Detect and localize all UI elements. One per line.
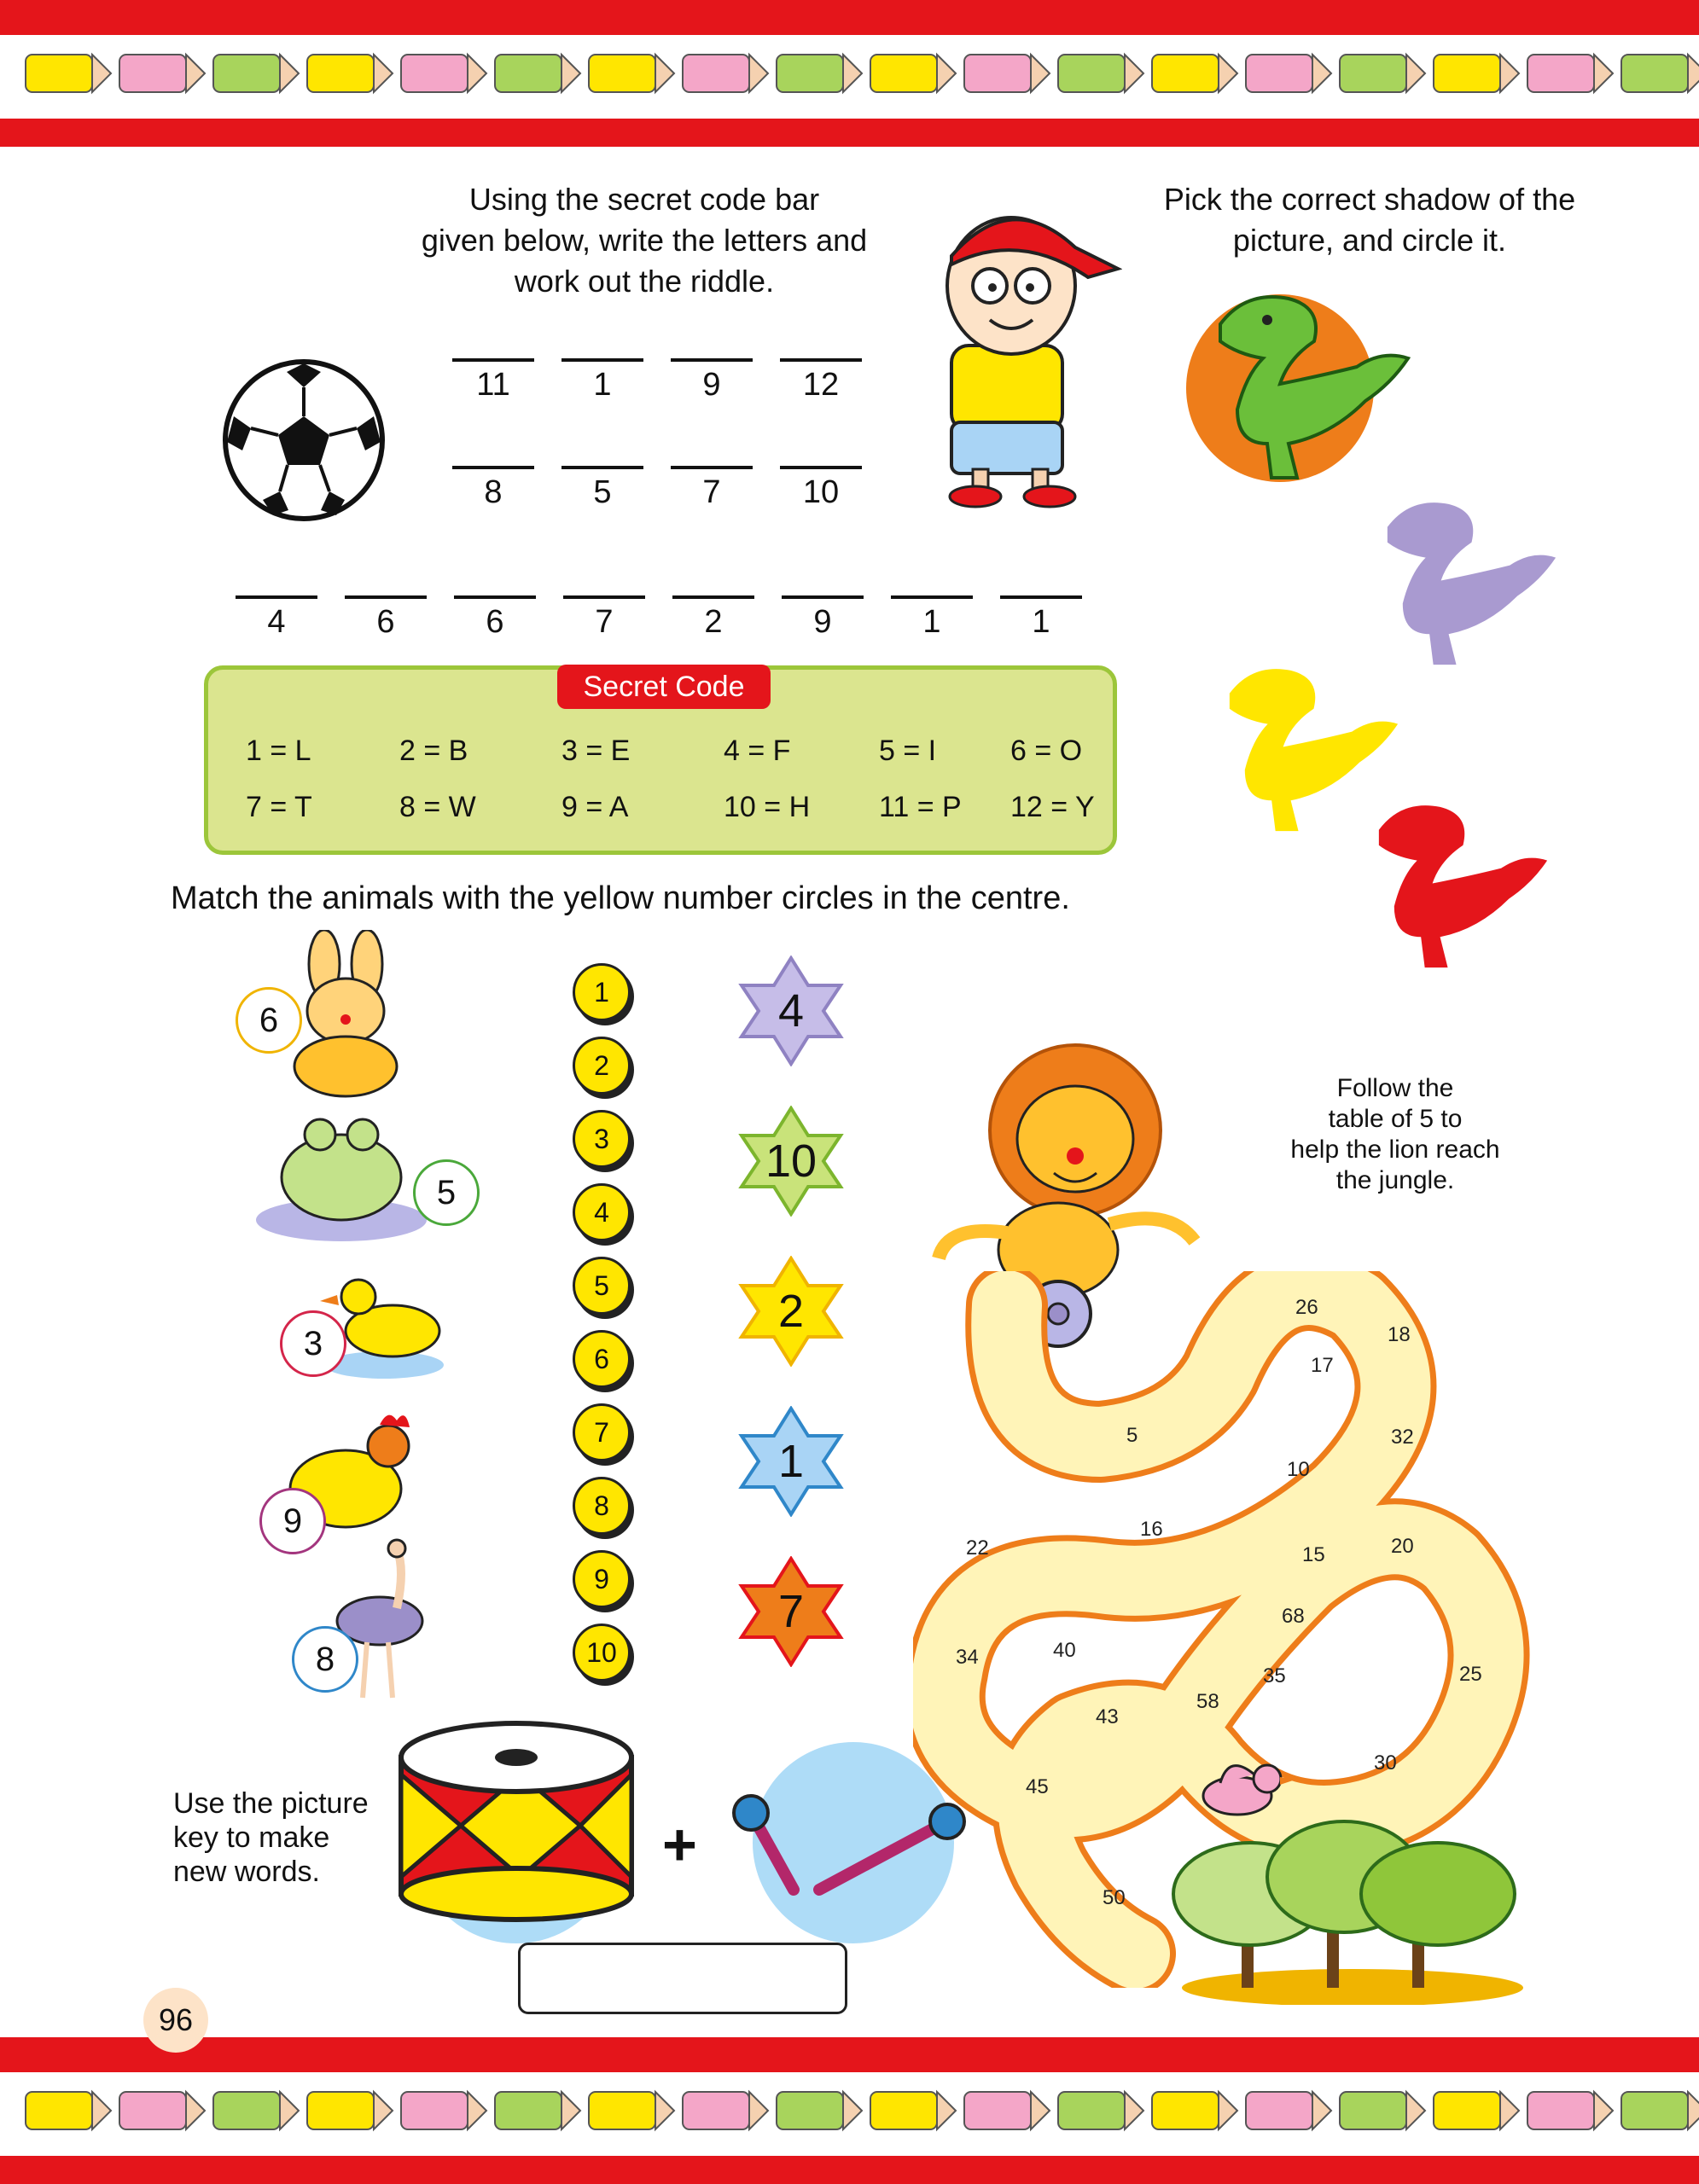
code-item: 4 = F: [724, 735, 791, 767]
instruction-line: work out the riddle.: [514, 264, 775, 299]
pencil-icon: [1058, 55, 1143, 92]
star-number: 1: [777, 1436, 805, 1487]
maze-number: 16: [1140, 1518, 1163, 1541]
drum-picture: [380, 1706, 653, 1945]
maze-number: 18: [1388, 1323, 1411, 1346]
animal-number-rabbit: 6: [236, 987, 302, 1054]
pencil-icon: [964, 55, 1050, 92]
yellow-number-circle[interactable]: 7: [573, 1403, 631, 1461]
jungle-trees-icon: [1156, 1817, 1540, 2005]
dragon-picture: [1186, 273, 1434, 503]
maze-instruction: [1246, 1073, 1545, 1196]
maze-number: 15: [1302, 1543, 1325, 1566]
riddle-blank[interactable]: 11: [452, 358, 534, 404]
yellow-number-circle[interactable]: 8: [573, 1477, 631, 1535]
yellow-number-circle[interactable]: 5: [573, 1257, 631, 1315]
pencil-icon: [119, 55, 205, 92]
riddle-blank[interactable]: 7: [563, 595, 645, 641]
code-item: 6 = O: [1010, 735, 1083, 767]
pencil-icon: [777, 2092, 862, 2129]
secret-code-instruction: [375, 179, 913, 302]
instruction-line: Pick the correct shadow of the: [1163, 182, 1576, 217]
plus-sign: +: [662, 1811, 697, 1878]
code-item: 7 = T: [246, 791, 312, 823]
pencil-icon: [1434, 2092, 1519, 2129]
pencil-icon: [1152, 2092, 1237, 2129]
bottom-border: [0, 2037, 1699, 2184]
instruction-line: Using the secret code bar: [468, 182, 820, 217]
riddle-blank[interactable]: 12: [780, 358, 862, 404]
riddle-blank[interactable]: 8: [452, 466, 534, 511]
yellow-number-circle[interactable]: 2: [573, 1037, 631, 1095]
instruction-line: key to make: [173, 1821, 330, 1854]
maze-number: 5: [1126, 1424, 1138, 1447]
pencil-icon: [777, 55, 862, 92]
maze-number: 40: [1053, 1639, 1076, 1662]
pencil-icon: [1527, 55, 1613, 92]
instruction-line: given below, write the letters and: [421, 223, 868, 258]
code-item: 12 = Y: [1010, 791, 1095, 823]
pencil-icon: [119, 2092, 205, 2129]
page-number: 96: [143, 1988, 208, 2053]
maze-number: 32: [1391, 1426, 1414, 1449]
maze-number: 30: [1374, 1751, 1397, 1774]
maze-number: 25: [1459, 1663, 1482, 1686]
maze-number: 45: [1026, 1775, 1049, 1798]
pencil-icon: [1621, 55, 1699, 92]
match-instruction: Match the animals with the yellow number circles in the centre.: [171, 880, 1070, 916]
riddle-blank[interactable]: 7: [671, 466, 753, 511]
frog-icon: [252, 1101, 431, 1246]
pencil-icon: [683, 2092, 768, 2129]
maze-number: 26: [1295, 1296, 1318, 1319]
maze-number: 22: [966, 1536, 989, 1560]
yellow-number-circle[interactable]: 10: [573, 1623, 631, 1682]
riddle-blank[interactable]: 1: [561, 358, 643, 404]
pencil-icon: [1527, 2092, 1613, 2129]
pencil-icon: [401, 2092, 486, 2129]
pencil-icon: [26, 2092, 111, 2129]
pencil-icon: [589, 2092, 674, 2129]
pencil-border-top: [0, 43, 1699, 104]
pencil-icon: [307, 55, 393, 92]
pencil-icon: [1340, 55, 1425, 92]
pencil-icon: [495, 55, 580, 92]
pencil-icon: [1621, 2092, 1699, 2129]
top-border: [0, 0, 1699, 147]
instruction-line: the jungle.: [1335, 1166, 1455, 1194]
pencil-icon: [213, 55, 299, 92]
maze-number: 35: [1263, 1664, 1286, 1687]
pencil-icon: [964, 2092, 1050, 2129]
secret-code-title: Secret Code: [557, 665, 771, 709]
pencil-icon: [307, 2092, 393, 2129]
animal-number-frog: 5: [413, 1159, 480, 1226]
pencil-icon: [683, 55, 768, 92]
code-item: 8 = W: [399, 791, 476, 823]
animal-number-duck: 3: [280, 1310, 346, 1377]
star-number: 10: [765, 1136, 817, 1187]
pencil-icon: [1058, 2092, 1143, 2129]
star-number: 7: [777, 1586, 805, 1637]
pencil-icon: [589, 55, 674, 92]
maze-number: 17: [1311, 1354, 1334, 1377]
yellow-number-circle[interactable]: 1: [573, 963, 631, 1021]
code-item: 5 = I: [879, 735, 937, 767]
answer-box[interactable]: [518, 1943, 847, 2014]
maze-number: 10: [1287, 1458, 1310, 1481]
code-item: 10 = H: [724, 791, 811, 823]
instruction-line: picture, and circle it.: [1232, 223, 1507, 258]
yellow-number-circle[interactable]: 6: [573, 1330, 631, 1388]
animal-number-hen: 9: [259, 1488, 326, 1554]
yellow-number-circle[interactable]: 3: [573, 1110, 631, 1168]
pencil-icon: [1246, 2092, 1331, 2129]
riddle-blank[interactable]: 2: [672, 595, 754, 641]
riddle-blank[interactable]: 9: [782, 595, 864, 641]
pencil-icon: [1340, 2092, 1425, 2129]
pencil-icon: [1434, 55, 1519, 92]
pencil-icon: [26, 55, 111, 92]
maze-number: 58: [1196, 1690, 1219, 1713]
riddle-blank[interactable]: 6: [345, 595, 427, 641]
instruction-line: new words.: [173, 1856, 320, 1888]
maze-number: 68: [1282, 1605, 1305, 1628]
pencil-icon: [401, 55, 486, 92]
riddle-blank[interactable]: 9: [671, 358, 753, 404]
riddle-blank[interactable]: 4: [236, 595, 317, 641]
riddle-blank[interactable]: 1: [1000, 595, 1082, 641]
star-number: 4: [777, 985, 805, 1037]
code-item: 9 = A: [561, 791, 629, 823]
bird-icon: [1186, 1749, 1297, 1826]
boy-with-cap-illustration: [917, 196, 1122, 512]
maze-number: 43: [1096, 1705, 1119, 1728]
instruction-line: Use the picture: [173, 1787, 369, 1820]
pencil-border-bottom: [0, 2080, 1699, 2141]
soccer-ball-icon: [220, 357, 387, 524]
pencil-icon: [870, 55, 956, 92]
yellow-number-circle[interactable]: 4: [573, 1183, 631, 1241]
maze-number: 50: [1103, 1886, 1126, 1909]
maze-number: 34: [956, 1646, 979, 1669]
drumsticks-picture: [717, 1706, 990, 1945]
pencil-icon: [213, 2092, 299, 2129]
riddle-blank[interactable]: 10: [780, 466, 862, 511]
pencil-icon: [870, 2092, 956, 2129]
pencil-icon: [1152, 55, 1237, 92]
secret-code-box: [204, 665, 1117, 855]
yellow-number-circle[interactable]: 9: [573, 1550, 631, 1608]
riddle-blank[interactable]: 6: [454, 595, 536, 641]
picture-key-instruction: [173, 1786, 369, 1889]
pencil-icon: [1246, 55, 1331, 92]
riddle-blank[interactable]: 5: [561, 466, 643, 511]
riddle-blank[interactable]: 1: [891, 595, 973, 641]
instruction-line: help the lion reach: [1290, 1136, 1500, 1164]
code-item: 3 = E: [561, 735, 631, 767]
star-number: 2: [777, 1286, 805, 1337]
shadow-instruction: [1126, 179, 1613, 261]
maze-number: 20: [1391, 1535, 1414, 1558]
code-item: 1 = L: [246, 735, 311, 767]
instruction-line: Follow the: [1336, 1074, 1454, 1102]
pencil-icon: [495, 2092, 580, 2129]
instruction-line: table of 5 to: [1328, 1105, 1463, 1133]
code-item: 2 = B: [399, 735, 468, 767]
code-item: 11 = P: [879, 791, 962, 823]
dragon-shadow-red[interactable]: [1348, 776, 1570, 998]
animal-number-ostrich: 8: [292, 1626, 358, 1693]
